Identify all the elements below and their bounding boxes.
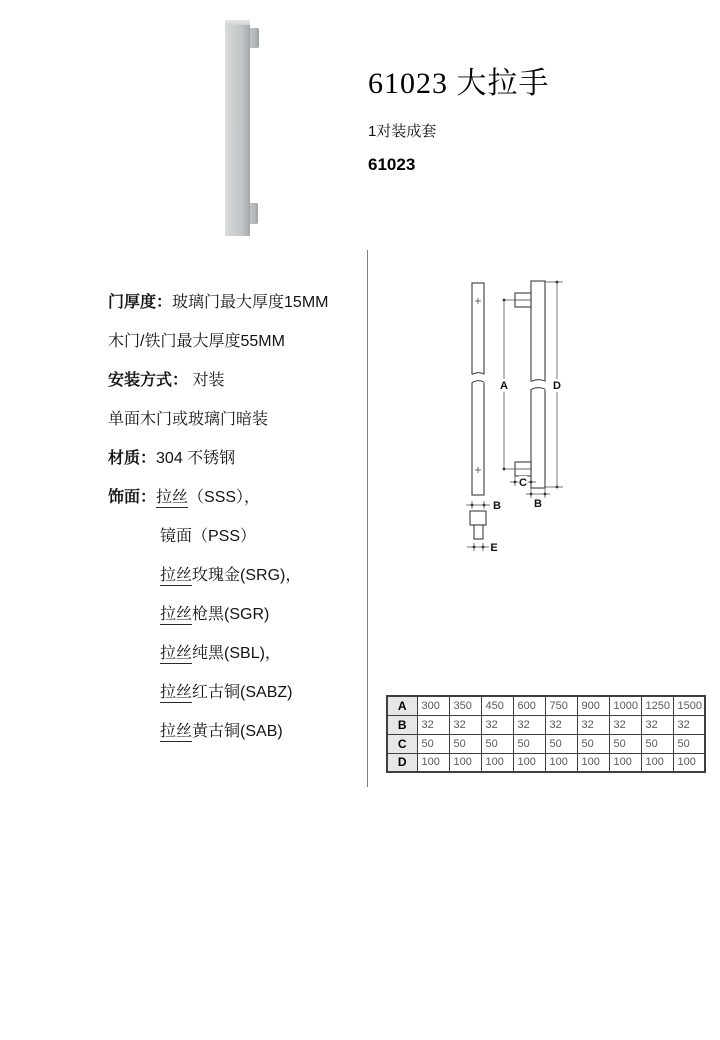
spec-line — [108, 439, 363, 478]
table-cell: 100 — [449, 753, 481, 772]
row-header: B — [387, 715, 417, 734]
product-code: 61023 — [368, 155, 416, 174]
spec-line — [108, 712, 363, 751]
table-row — [387, 696, 705, 715]
spec-label: 饰面： — [108, 489, 157, 506]
spec-text: 红古铜(SABZ) — [192, 684, 293, 701]
drawing-svg — [440, 270, 620, 560]
table-cell: 600 — [513, 696, 545, 715]
table-cell: 1000 — [609, 696, 641, 715]
dimension-label-d: D — [553, 380, 561, 392]
spec-text: （SSS）， — [188, 489, 261, 506]
table-cell: 450 — [481, 696, 513, 715]
spec-label: 材质： — [108, 450, 157, 467]
vertical-divider — [367, 250, 368, 787]
spec-text: 纯黑(SBL)， — [192, 645, 281, 662]
size-table-grid — [386, 695, 706, 773]
table-cell: 50 — [641, 734, 673, 753]
table-row — [387, 734, 705, 753]
table-cell: 1500 — [673, 696, 705, 715]
spec-text: 木门/铁门最大厚度55MM — [108, 333, 285, 350]
table-cell: 50 — [481, 734, 513, 753]
table-cell: 100 — [513, 753, 545, 772]
screw-marks — [475, 298, 481, 473]
page-title: 61023 大拉手 — [368, 67, 550, 100]
table-cell: 32 — [417, 715, 449, 734]
spec-line — [108, 517, 363, 556]
table-cell: 50 — [417, 734, 449, 753]
post-detail-view — [470, 511, 486, 539]
table-cell: 100 — [577, 753, 609, 772]
table-cell: 32 — [673, 715, 705, 734]
spec-label: 安装方式： — [108, 372, 189, 389]
spec-line — [108, 478, 363, 517]
row-header: A — [387, 696, 417, 715]
table-cell: 350 — [449, 696, 481, 715]
spec-text: 对装 — [188, 372, 225, 389]
spec-text: 枪黑(SGR) — [192, 606, 270, 623]
spec-line — [108, 556, 363, 595]
spec-line — [108, 400, 363, 439]
spec-text: 黄古铜(SAB) — [192, 723, 283, 740]
table-cell: 32 — [545, 715, 577, 734]
spec-label: 门厚度： — [108, 294, 173, 311]
table-cell: 32 — [577, 715, 609, 734]
table-row — [387, 753, 705, 772]
table-cell: 50 — [673, 734, 705, 753]
spec-underlined-term: 拉丝 — [160, 645, 193, 662]
table-row — [387, 715, 705, 734]
handle-bar — [225, 20, 250, 236]
technical-drawing — [440, 270, 620, 560]
dimension-label-b-side: B — [534, 498, 542, 510]
spec-text: 玫瑰金(SRG)， — [192, 567, 302, 584]
size-table — [386, 695, 706, 773]
dimension-label-e: E — [490, 542, 498, 554]
table-cell: 50 — [513, 734, 545, 753]
spec-underlined-term: 拉丝 — [160, 723, 193, 740]
spec-line — [108, 283, 363, 322]
handle-top-cap — [225, 20, 250, 25]
table-cell: 100 — [417, 753, 449, 772]
spec-underlined-term: 拉丝 — [160, 606, 193, 623]
table-cell: 100 — [481, 753, 513, 772]
spec-line — [108, 595, 363, 634]
table-cell: 50 — [545, 734, 577, 753]
table-cell: 32 — [513, 715, 545, 734]
table-cell: 750 — [545, 696, 577, 715]
row-header: C — [387, 734, 417, 753]
table-cell: 50 — [449, 734, 481, 753]
spec-text: 镜面（PSS） — [160, 528, 257, 545]
table-cell: 32 — [481, 715, 513, 734]
title-block — [368, 58, 698, 175]
spec-underlined-term: 拉丝 — [156, 489, 189, 506]
table-cell: 50 — [609, 734, 641, 753]
spec-line — [108, 322, 363, 361]
spec-line — [108, 673, 363, 712]
product-photo — [225, 20, 259, 236]
table-cell: 50 — [577, 734, 609, 753]
table-cell: 100 — [545, 753, 577, 772]
dimension-label-c: C — [519, 477, 527, 489]
spec-text: 玻璃门最大厚度15MM — [172, 294, 329, 311]
product-subtitle: 1对装成套 — [368, 123, 437, 140]
spec-list — [108, 283, 363, 751]
row-header: D — [387, 753, 417, 772]
front-view-bar — [472, 283, 484, 495]
table-cell: 32 — [449, 715, 481, 734]
spec-underlined-term: 拉丝 — [160, 567, 193, 584]
spec-underlined-term: 拉丝 — [160, 684, 193, 701]
table-cell: 100 — [673, 753, 705, 772]
spec-line — [108, 361, 363, 400]
table-cell: 900 — [577, 696, 609, 715]
table-cell: 100 — [609, 753, 641, 772]
table-cell: 100 — [641, 753, 673, 772]
table-cell: 1250 — [641, 696, 673, 715]
spec-text: 304 不锈钢 — [156, 450, 236, 467]
size-table-body — [387, 696, 705, 772]
table-cell: 32 — [641, 715, 673, 734]
dimension-label-b-front: B — [493, 500, 501, 512]
spec-text: 单面木门或玻璃门暗装 — [108, 411, 269, 428]
spec-line — [108, 634, 363, 673]
table-cell: 32 — [609, 715, 641, 734]
table-cell: 300 — [417, 696, 449, 715]
dimension-label-a: A — [500, 380, 508, 392]
